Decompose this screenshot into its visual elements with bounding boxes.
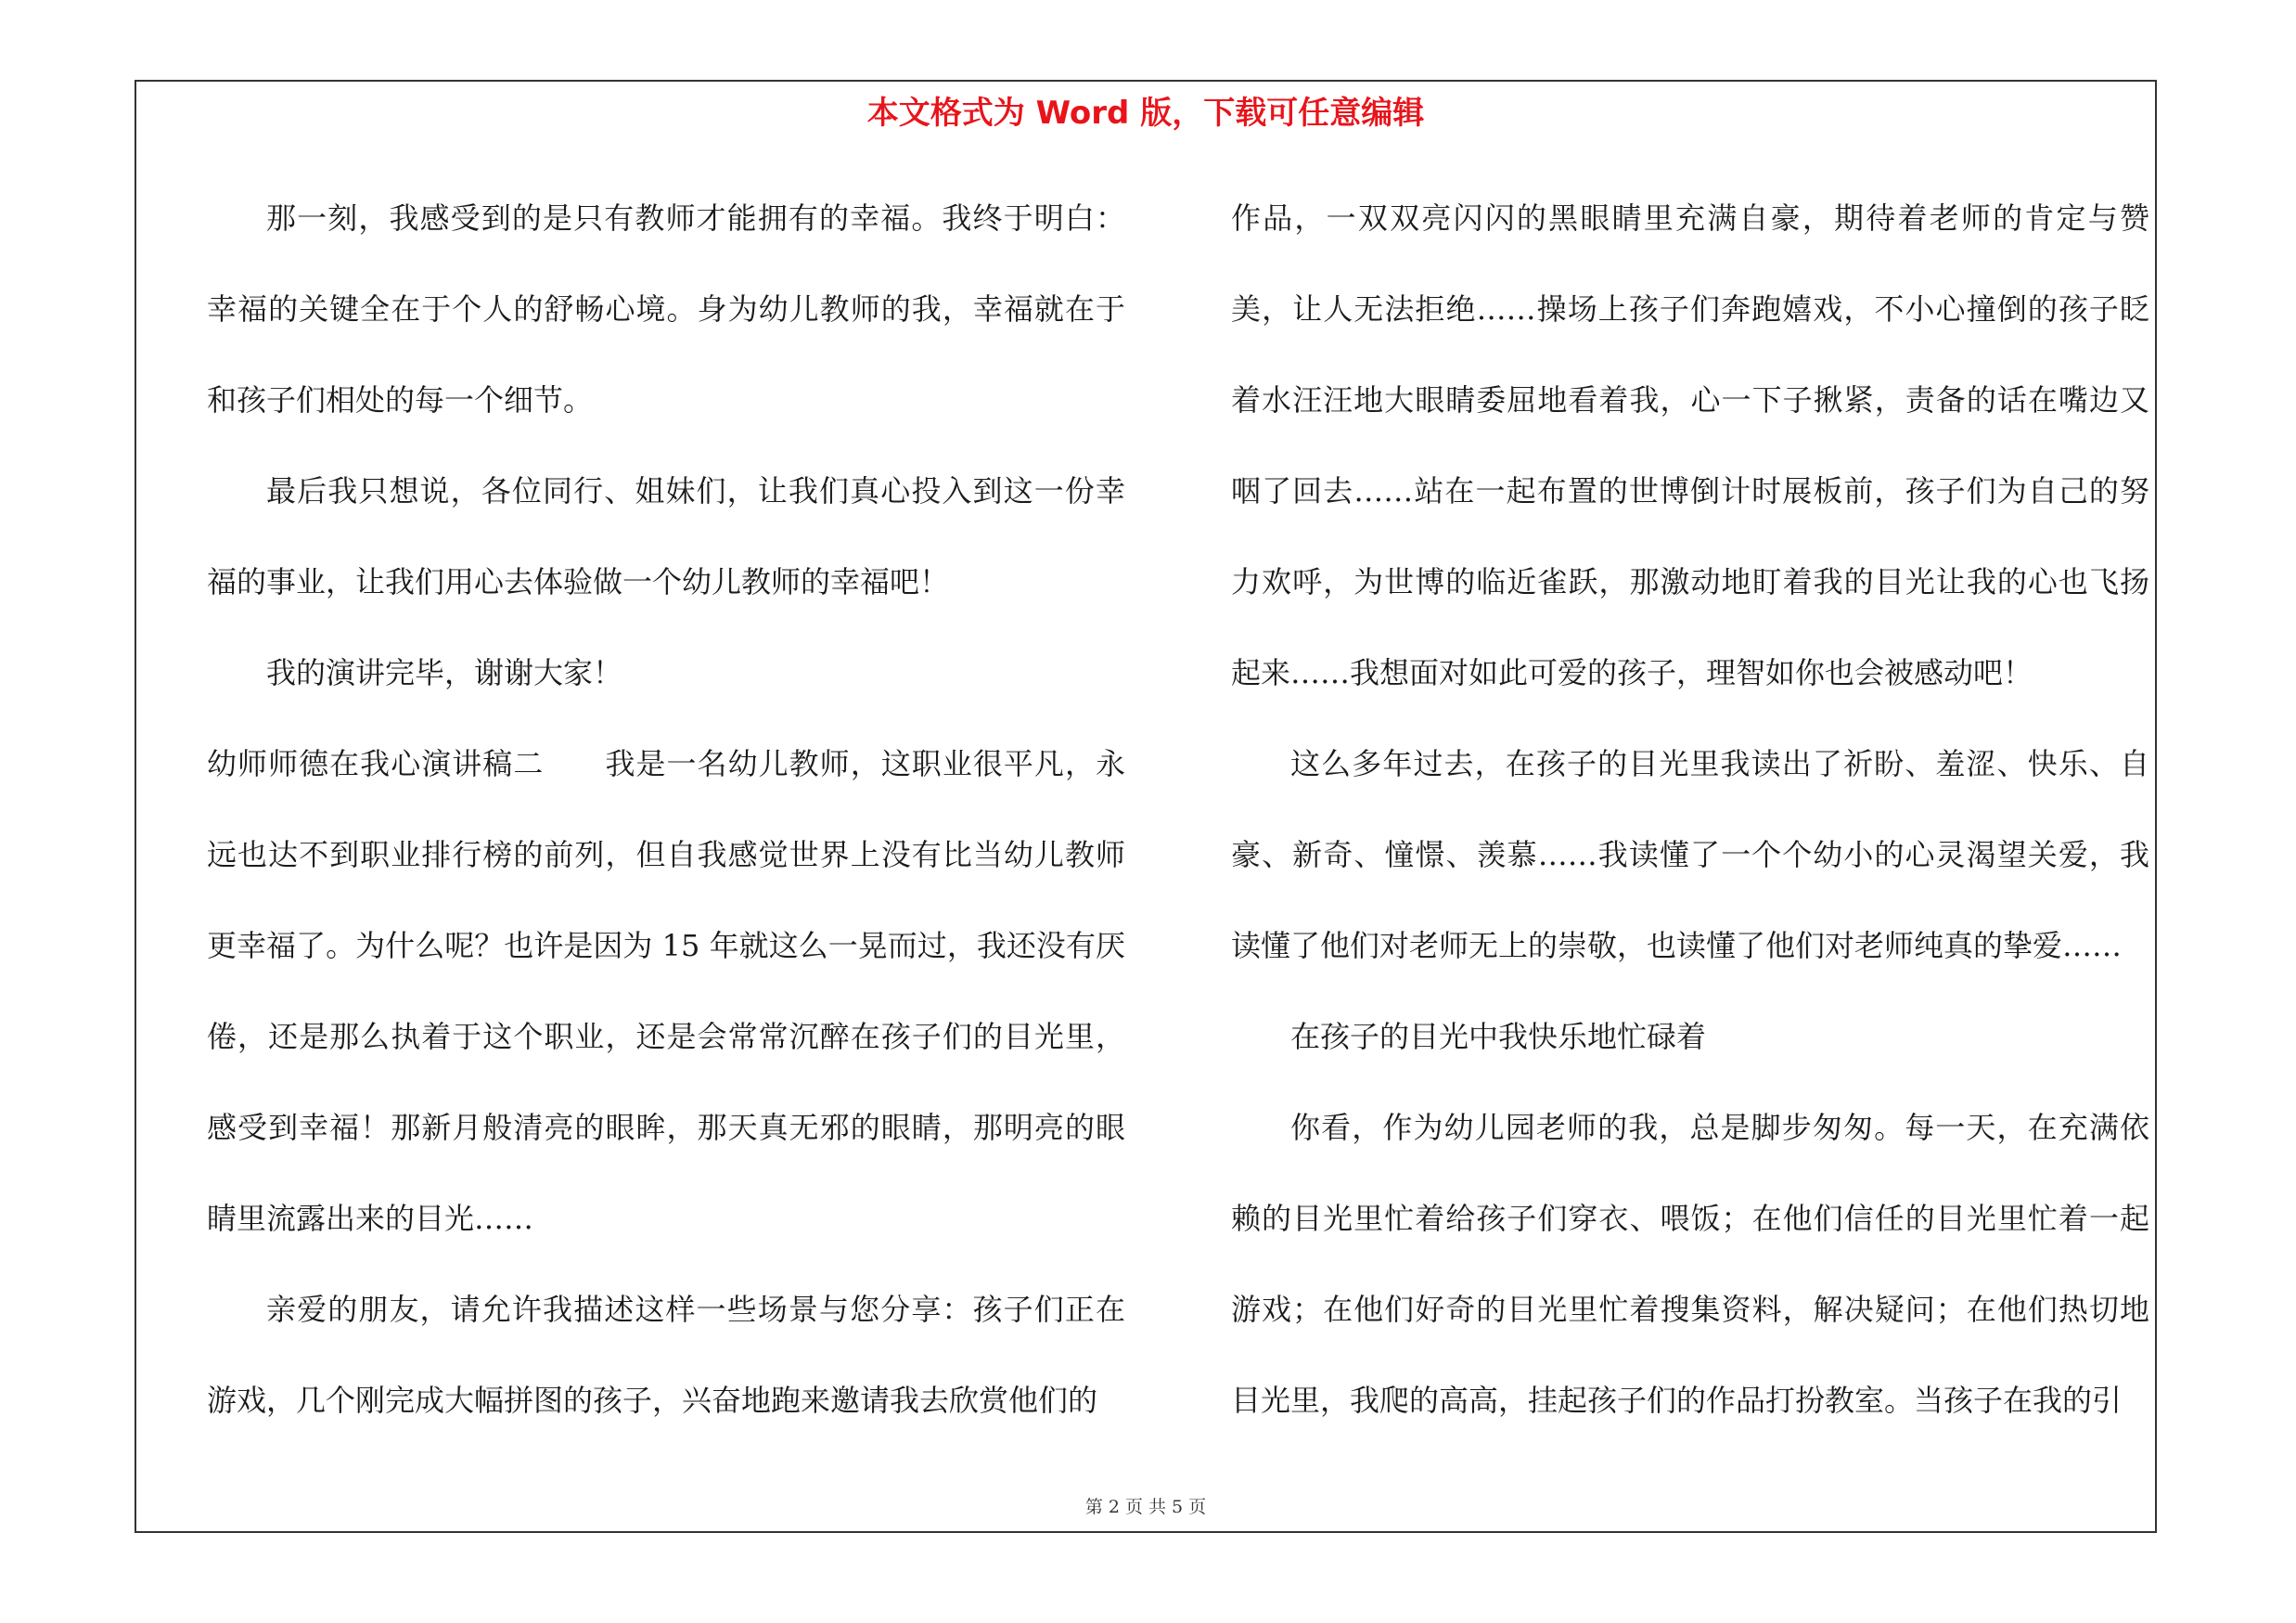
continued-paragraph: 作品，一双双亮闪闪的黑眼睛里充满自豪，期待着老师的肯定与赞美，让人无法拒绝……操场上孩子们奔跑嬉戏，不小心撞倒的孩子眨着水汪汪地大眼睛委屈地看着我，心一下子揪紧，责备的话在嘴边又咽了回去……站在一起布置的世博倒计时展板前，孩子们为自己的努力欢呼，为世博的临近雀跃，那激动地盯着我的目光让我的心也飞扬起来……我想面对如此可爱的孩子，理智如你也会被感动吧！ <box>1231 200 2149 690</box>
page-frame <box>135 80 2157 1533</box>
left-text-column <box>207 173 1125 1446</box>
paragraph: 这么多年过去，在孩子的目光里我读出了祈盼、羞涩、快乐、自豪、新奇、憧憬、羡慕……我读懂了一个个幼小的心灵渴望关爱，我读懂了他们对老师无上的崇敬，也读懂了他们对老师纯真的挚爱…… <box>1231 746 2149 963</box>
format-notice-text: 本文格式为 Word 版，下载可任意编辑 <box>866 95 1425 132</box>
right-text-column <box>1231 173 2149 1446</box>
page-number-footer <box>136 1496 2155 1518</box>
paragraph: 亲爱的朋友，请允许我描述这样一些场景与您分享：孩子们正在游戏，几个刚完成大幅拼图的孩子，兴奋地跑来邀请我去欣赏他们的 <box>207 1292 1125 1418</box>
paragraph: 最后我只想说，各位同行、姐妹们，让我们真心投入到这一份幸福的事业，让我们用心去体验做一个幼儿教师的幸福吧！ <box>207 473 1125 599</box>
format-notice-banner <box>136 91 2155 135</box>
paragraph: 你看，作为幼儿园老师的我，总是脚步匆匆。每一天，在充满依赖的目光里忙着给孩子们穿衣、喂饭；在他们信任的目光里忙着一起游戏；在他们好奇的目光里忙着搜集资料，解决疑问；在他们热切地目光里，我爬的高高，挂起孩子们的作品打扮教室。当孩子在我的引 <box>1231 1110 2149 1418</box>
paragraph: 我的演讲完毕，谢谢大家！ <box>266 655 623 690</box>
paragraph: 在孩子的目光中我快乐地忙碌着 <box>1290 1019 1707 1054</box>
paragraph: 那一刻，我感受到的是只有教师才能拥有的幸福。我终于明白：幸福的关键全在于个人的舒畅心境。身为幼儿教师的我，幸福就在于和孩子们相处的每一个细节。 <box>207 200 1125 418</box>
section-heading-paragraph: 幼师师德在我心演讲稿二 我是一名幼儿教师，这职业很平凡，永远也达不到职业排行榜的前列，但自我感觉世界上没有比当幼儿教师更幸福了。为什么呢？也许是因为 15 年就这么一晃而过，我还没有厌倦，还是那么执着于这个职业，还是会常常沉醉在孩子们的目光里，感受到幸福！那新月般清亮的眼眸，那天真无邪的眼睛，那明亮的眼睛里流露出来的目光…… <box>207 746 1125 1236</box>
page-number: 第 2 页 共 5 页 <box>1084 1497 1207 1517</box>
